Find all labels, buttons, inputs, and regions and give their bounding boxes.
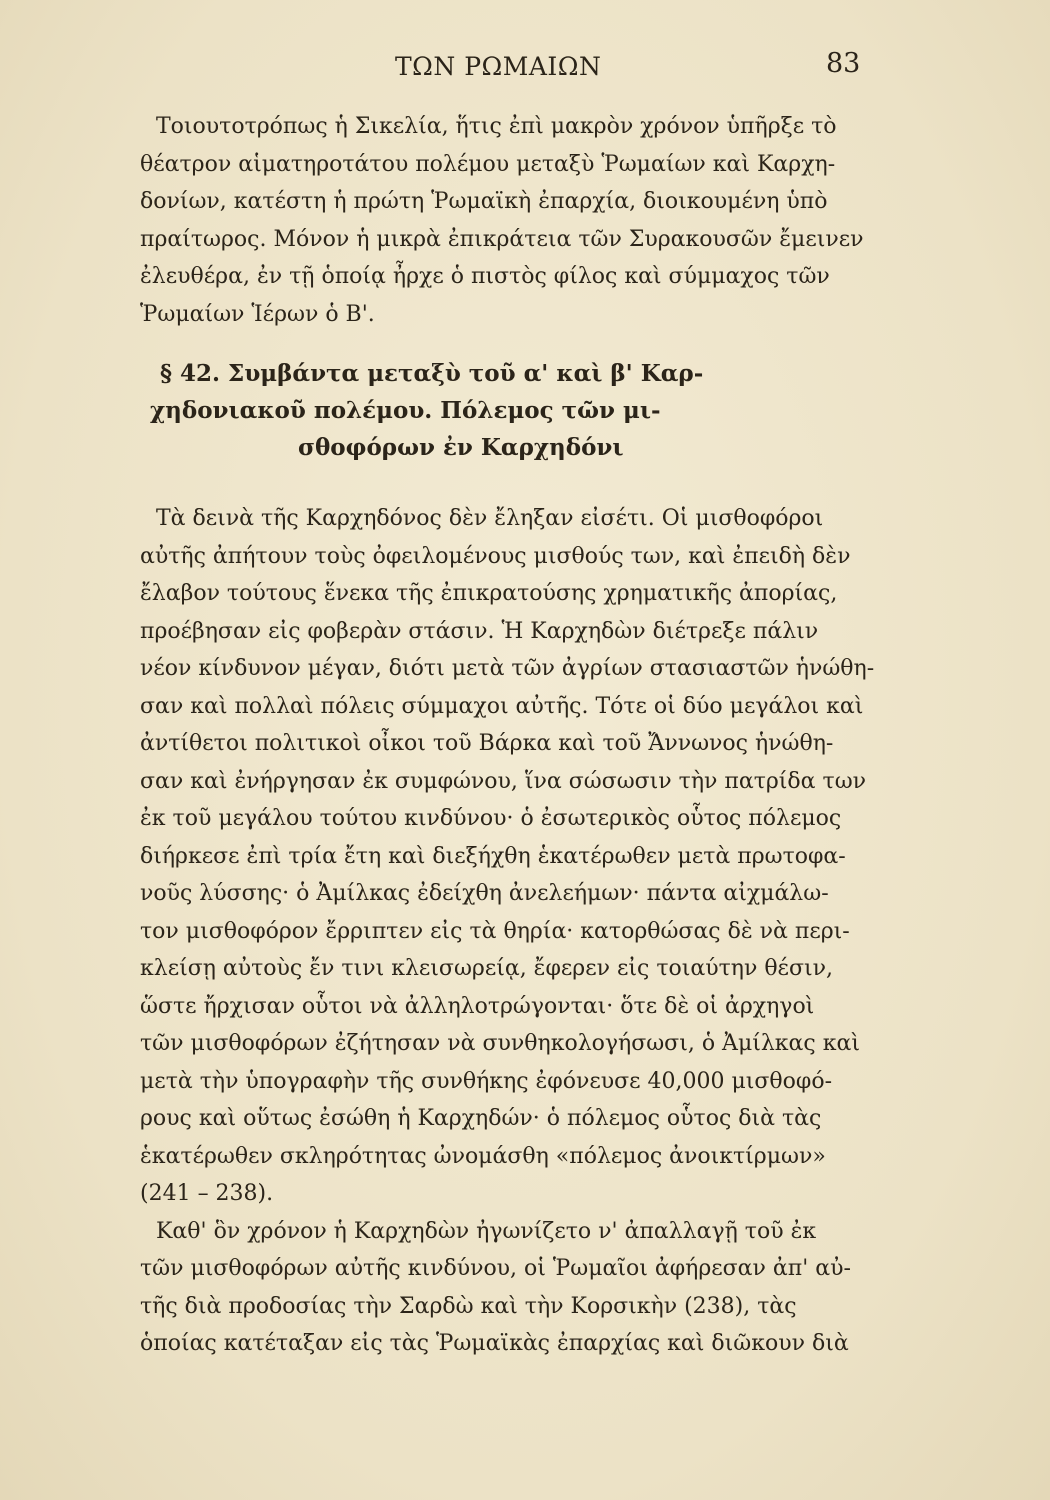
heading-line: σθοφόρων ἐν Καρχηδόνι [298,434,624,461]
text-line: ἔλαβον τούτους ἕνεκα τῆς ἐπικρατούσης χρηματικῆς ἀπορίας, [140,581,838,606]
running-title: ΤΩΝ ΡΩΜΑΙΩΝ [395,52,602,81]
text-line: ἐλευθέρα, ἐν τῇ ὁποίᾳ ἦρχε ὁ πιστὸς φίλος καὶ σύμμαχος τῶν [140,264,830,289]
page-header [0,48,1050,92]
heading-line: § 42. Συμβάντα μεταξὺ τοῦ α' καὶ β' Καρ- [160,360,704,387]
paragraph-1 [140,108,880,333]
text-line: ἀντίθετοι πολιτικοὶ οἶκοι τοῦ Βάρκα καὶ τοῦ Ἄννωνος ἡνώθη- [140,731,834,756]
paragraph-2 [140,500,880,1213]
text-line: αὐτῆς ἀπήτουν τοὺς ὀφειλομένους μισθούς των, καὶ ἐπειδὴ δὲν [140,543,851,569]
text-line: σαν καὶ πολλαὶ πόλεις σύμμαχοι αὐτῆς. Τότε οἱ δύο μεγάλοι καὶ [140,693,864,719]
text-line: τῶν μισθοφόρων ἐζήτησαν νὰ συνθηκολογήσωσι, ὁ Ἀμίλκας καὶ [140,1031,860,1056]
text-line: νέον κίνδυνον μέγαν, διότι μετὰ τῶν ἀγρίων στασιαστῶν ἡνώθη- [140,656,875,681]
text-line: τῆς διὰ προδοσίας τὴν Σαρδὼ καὶ τὴν Κορσικὴν (238), τὰς [140,1293,797,1319]
text-line: τον μισθοφόρον ἔρριπτεν εἰς τὰ θηρία· κατορθώσας δὲ νὰ περι- [140,918,850,944]
text-line: ὁποίας κατέταξαν εἰς τὰς Ῥωμαϊκὰς ἐπαρχίας καὶ διῶκουν διὰ [140,1331,849,1356]
text-line: κλείσῃ αὐτοὺς ἔν τινι κλεισωρείᾳ, ἔφερεν εἰς τοιαύτην θέσιν, [140,956,833,981]
text-line: θέατρον αἱματηροτάτου πολέμου μεταξὺ Ῥωμαίων καὶ Καρχη- [140,151,836,177]
text-line: Ῥωμαίων Ἱέρων ὁ Β'. [140,301,375,327]
text-line: διήρκεσε ἐπὶ τρία ἔτη καὶ διεξήχθη ἑκατέρωθεν μετὰ πρωτοφα- [140,843,846,869]
text-line: Τοιουτοτρόπως ἡ Σικελία, ἥτις ἐπὶ μακρὸν χρόνον ὑπῆρξε τὸ [156,114,837,139]
heading-line: χηδονιακοῦ πολέμου. Πόλεμος τῶν μι- [150,397,661,424]
text-line: δονίων, κατέστη ἡ πρώτη Ῥωμαϊκὴ ἐπαρχία, διοικουμένη ὑπὸ [140,189,828,214]
text-line: Τὰ δεινὰ τῆς Καρχηδόνος δὲν ἔληξαν εἰσέτι. Οἱ μισθοφόροι [156,506,824,531]
text-line: τῶν μισθοφόρων αὐτῆς κινδύνου, οἱ Ῥωμαῖοι ἀφήρεσαν ἀπ' αὐ- [140,1256,851,1281]
text-line: προέβησαν εἰς φοβερὰν στάσιν. Ἡ Καρχηδὼν διέτρεξε πάλιν [140,618,819,644]
text-line: ὥστε ἤρχισαν οὗτοι νὰ ἀλληλοτρώγονται· ὅτε δὲ οἱ ἀρχηγοὶ [140,993,815,1019]
text-line: Καθ' ὃν χρόνον ἡ Καρχηδὼν ἠγωνίζετο ν' ἀπαλλαγῇ τοῦ ἐκ [156,1218,817,1244]
text-line: (241 – 238). [140,1181,274,1206]
text-line: μετὰ τὴν ὑπογραφὴν τῆς συνθήκης ἐφόνευσε 40,000 μισθοφό- [140,1068,833,1094]
text-line: σαν καὶ ἐνήργησαν ἐκ συμφώνου, ἵνα σώσωσιν τὴν πατρίδα των [140,768,867,794]
text-line: ρους καὶ οὕτως ἐσώθη ἡ Καρχηδών· ὁ πόλεμος οὗτος διὰ τὰς [140,1106,822,1131]
page-number: 83 [826,48,861,79]
text-line: νοῦς λύσσης· ὁ Ἀμίλκας ἐδείχθη ἀνελεήμων· πάντα αἰχμάλω- [140,881,829,906]
paragraph-3 [140,1213,880,1363]
text-line: ἑκατέρωθεν σκληρότητας ὠνομάσθη «πόλεμος ἀνοικτίρμων» [140,1143,826,1169]
page-body [140,108,880,1363]
text-line: ἐκ τοῦ μεγάλου τούτου κινδύνου· ὁ ἐσωτερικὸς οὗτος πόλεμος [140,806,842,831]
text-line: πραίτωρος. Μόνον ἡ μικρὰ ἐπικράτεια τῶν Συρακουσῶν ἔμεινεν [140,226,864,252]
section-heading [140,355,880,466]
